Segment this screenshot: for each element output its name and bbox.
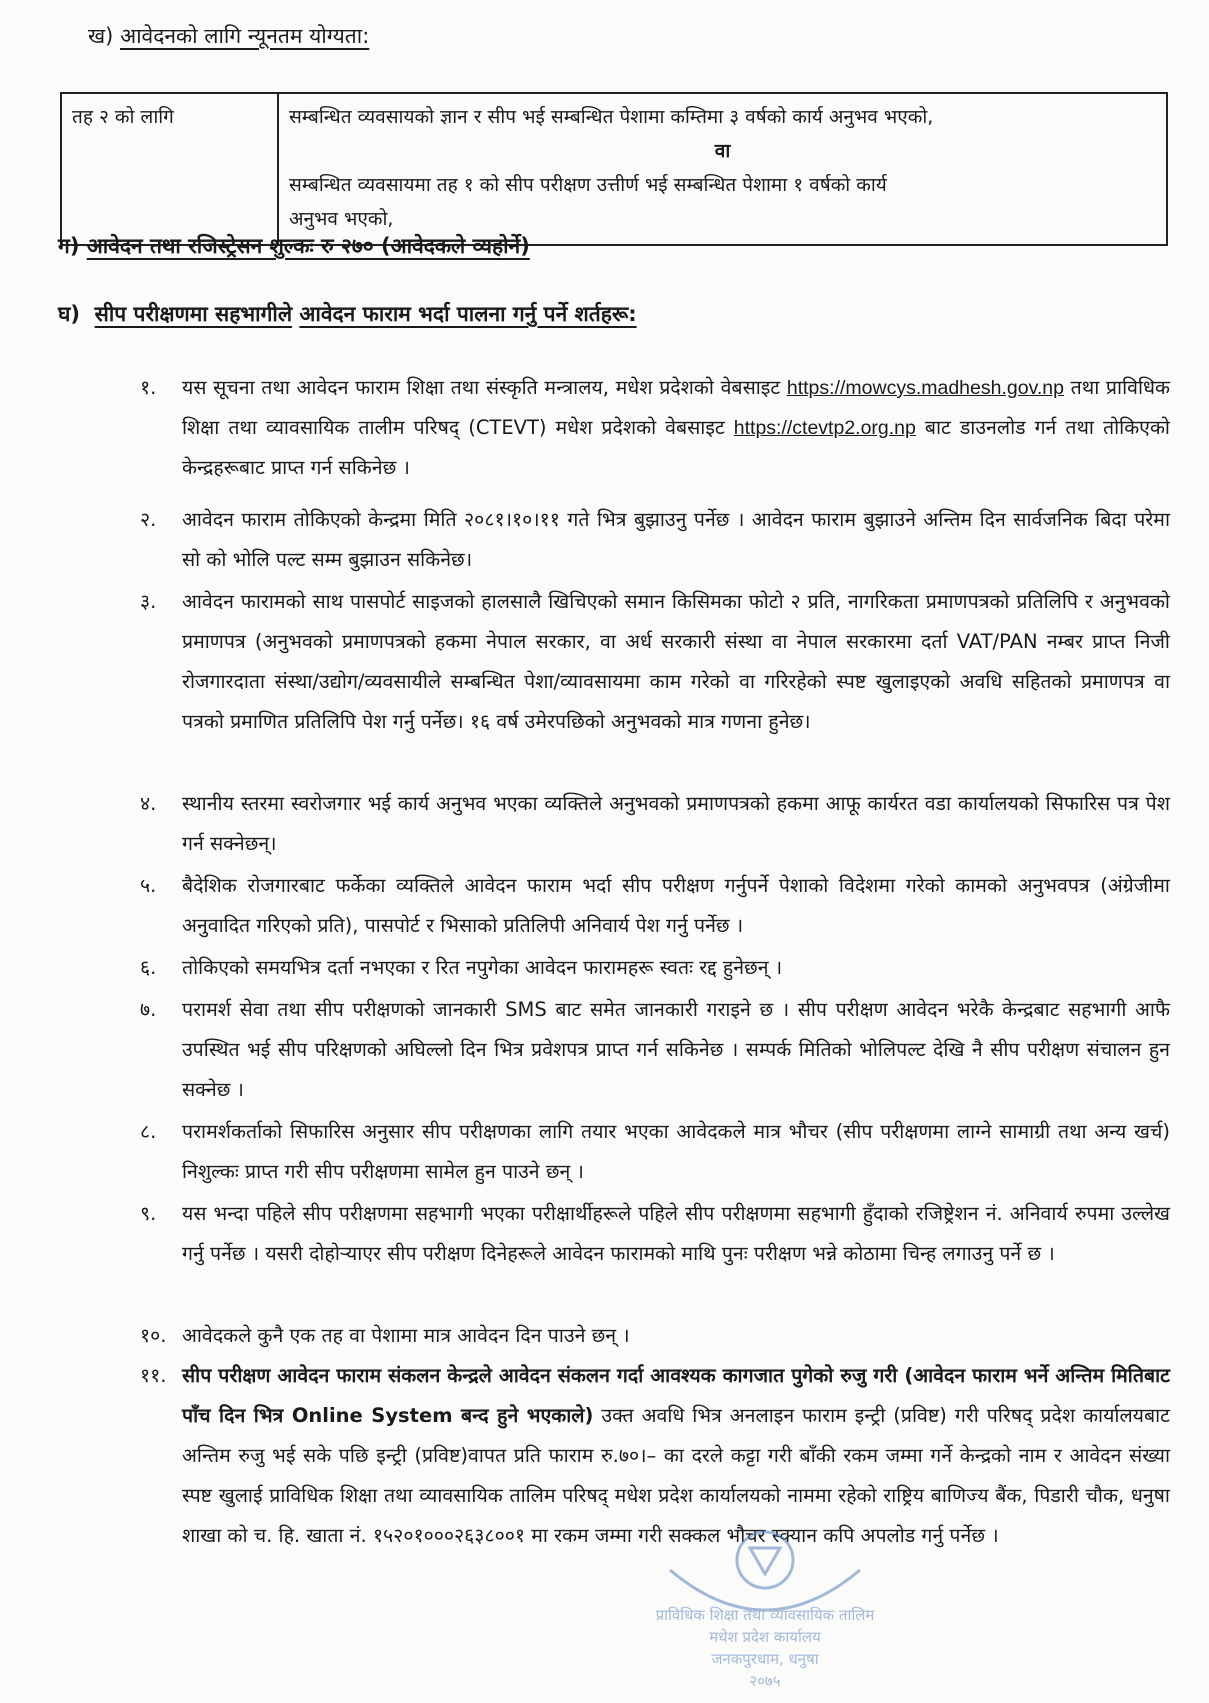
criteria-or: वा: [714, 140, 731, 162]
section-kha-heading: [88, 22, 369, 50]
list-item-8: [140, 1112, 1170, 1192]
list-item-text: आवेदन फाराम तोकिएको केन्द्रमा मिति २०८१।१०।११ गते भित्र बुझाउनु पर्नेछ । आवेदन फाराम बुझाउने अन्तिम दिन सार्वजनिक बिदा परेमा सो को भोलि पल्ट सम्म बुझाउन सकिनेछ।: [182, 508, 1170, 571]
office-seal-stamp: [650, 1500, 880, 1700]
mowcys-link[interactable]: https://mowcys.madhesh.gov.np: [786, 377, 1064, 399]
stamp-line-4: २०७५: [749, 1672, 781, 1690]
list-item-text: आवेदन फारामको साथ पासपोर्ट साइजको हालसालै खिचिएको समान किसिमका फोटो २ प्रति, नागरिकता प्रमाणपत्रको प्रतिलिपि र अनुभवको प्रमाणपत्र (अनुभवको प्रमाणपत्रको हकमा नेपाल सरकार, वा अर्ध सरकारी संस्था वा नेपाल सरकारमा दर्ता VAT/PAN नम्बर प्राप्त निजी रोजगारदाता संस्था/उद्योग/व्यवसायीले सम्बन्धित पेशा/व्यावसायमा काम गरेको वा गरिरहेको स्पष्ट खुलाइएको अवधि सहितको प्रमाणपत्र वा पत्रको प्रमाणित प्रतिलिपि पेश गर्नु पर्नेछ। १६ वर्ष उमेरपछिको अनुभवको मात्र गणना हुनेछ।: [182, 590, 1170, 733]
list-item-5: [140, 866, 1170, 946]
section-gha-label: घ): [58, 302, 81, 326]
section-gha-title-b: आवेदन फाराम भर्दा पालना गर्नु पर्ने शर्तहरू:: [299, 302, 637, 326]
stamp-line-3: जनकपुरधाम, धनुषा: [711, 1650, 819, 1668]
ctevt-link[interactable]: https://ctevtp2.org.np: [733, 417, 916, 439]
list-item-number: २.: [140, 508, 157, 531]
item-1-text-a: यस सूचना तथा आवेदन फाराम शिक्षा तथा संस्कृति मन्त्रालय, मधेश प्रदेशको वेबसाइट: [182, 376, 781, 399]
list-item-7: [140, 990, 1170, 1110]
eligibility-level-cell: तह २ को लागि: [61, 93, 278, 245]
eligibility-table: [60, 92, 1168, 246]
section-kha-title: आवेदनको लागि न्यूनतम योग्यता:: [120, 24, 370, 48]
item-1-text-c: बाट डाउनलोड गर्न तथा तोकिएको केन्द्रहरूबाट प्राप्त गर्न सकिनेछ ।: [182, 416, 1170, 479]
list-item-text: आवेदकले कुनै एक तह वा पेशामा मात्र आवेदन दिन पाउने छन् ।: [182, 1324, 630, 1347]
list-item-4: [140, 784, 1170, 864]
list-item-number: ९.: [140, 1202, 157, 1225]
criteria-line-1: सम्बन्धित व्यवसायको ज्ञान र सीप भई सम्बन्धित पेशामा कम्तिमा ३ वर्षको कार्य अनुभव भएको,: [289, 106, 934, 128]
list-item-number: ७.: [140, 998, 157, 1021]
list-item-number: ६.: [140, 956, 157, 979]
section-ga-label: ग): [58, 234, 80, 258]
list-item-number: ३.: [140, 590, 157, 613]
list-item-text: बैदेशिक रोजगारबाट फर्केका व्यक्तिले आवेदन फाराम भर्दा सीप परीक्षण गर्नुपर्ने पेशाको विदेशमा गरेको कामको अनुभवपत्र (अंग्रेजीमा अनुवादित गरिएको प्रति), पासपोर्ट र भिसाको प्रतिलिपी अनिवार्य पेश गर्नु पर्नेछ ।: [182, 874, 1170, 937]
section-ga-title: आवेदन तथा रजिस्ट्रेसन शुल्कः रु २७० (आवेदकले व्यहोर्ने): [86, 234, 530, 258]
list-item-text: [182, 368, 1170, 488]
list-item-10: [140, 1316, 1170, 1356]
list-item-6: [140, 948, 1170, 988]
list-item-text: स्थानीय स्तरमा स्वरोजगार भई कार्य अनुभव भएका व्यक्तिले अनुभवको प्रमाणपत्रको हकमा आफू कार्यरत वडा कार्यालयको सिफारिस पत्र पेश गर्न सक्नेछन्।: [182, 792, 1170, 855]
section-ga-heading: [58, 232, 530, 260]
list-item-text: यस भन्दा पहिले सीप परीक्षणमा सहभागी भएका परीक्षार्थीहरूले पहिले सीप परीक्षणमा सहभागी हुँदाको रजिष्ट्रेशन नं. अनिवार्य रुपमा उल्लेख गर्नु पर्नेछ । यसरी दोहोऱ्याएर सीप परीक्षण दिनेहरूले आवेदन फारामको माथि पुनः परीक्षण भन्ने कोठामा चिन्ह लगाउनु पर्ने छ ।: [182, 1202, 1170, 1265]
list-item-number: १.: [140, 376, 157, 399]
item-11-bold-text: सीप परीक्षण आवेदन फाराम संकलन केन्द्रले आवेदन संकलन गर्दा आवश्यक कागजात पुगेको रुजु गरी (आवेदन फाराम भर्ने अन्तिम मितिबाट पाँच दिन भित्र Online System बन्द हुने भएकाले): [182, 1364, 1170, 1427]
list-item-number: १०.: [140, 1324, 167, 1347]
item-11-rest-text: उक्त अवधि भित्र अनलाइन फाराम इन्ट्री (प्रविष्ट) गरी परिषद् प्रदेश कार्यालयबाट अन्तिम रुजु भई सके पछि इन्ट्री (प्रविष्ट)वापत प्रति फाराम रु.७०।– का दरले कट्टा गरी बाँकी रकम जम्मा गर्ने केन्द्रको नाम र आवेदन संख्या स्पष्ट खुलाई प्राविधिक शिक्षा तथा व्यावसायिक तालिम परिषद् मधेश प्रदेश कार्यालयको नाममा रहेको राष्ट्रिय बाणिज्य बैंक, पिडारी चौक, धनुषा शाखा को च. हि. खाता नं. १५२०१०००२६३८००१ मा रकम जम्मा गरी सक्कल भौचर स्क्यान कपि अपलोड गर्नु पर्नेछ ।: [182, 1404, 1170, 1547]
list-item-text: तोकिएको समयभित्र दर्ता नभएका र रित नपुगेका आवेदन फारामहरू स्वतः रद्द हुनेछन् ।: [182, 956, 783, 979]
eligibility-criteria-cell: [278, 93, 1167, 245]
list-item-9: [140, 1194, 1170, 1274]
list-item-number: ८.: [140, 1120, 157, 1143]
list-item-number: ४.: [140, 792, 157, 815]
list-item-number: ११.: [140, 1364, 167, 1387]
list-item-text: परामर्श सेवा तथा सीप परीक्षणको जानकारी SMS बाट समेत जानकारी गराइने छ । सीप परीक्षण आवेदन भरेकै केन्द्रबाट सहभागी आफै उपस्थित भई सीप परिक्षणको अघिल्लो दिन भित्र प्रवेशपत्र प्राप्त गर्न सकिनेछ । सम्पर्क मितिको भोलिपल्ट देखि नै सीप परीक्षण संचालन हुन सक्नेछ ।: [182, 998, 1170, 1101]
list-item-3: [140, 582, 1170, 742]
criteria-line-2: सम्बन्धित व्यवसायमा तह १ को सीप परीक्षण उत्तीर्ण भई सम्बन्धित पेशामा १ वर्षको कार्य: [289, 174, 887, 196]
section-gha-title-a: सीप परीक्षणमा सहभागीले: [94, 302, 293, 326]
criteria-line-3: अनुभव भएको,: [289, 208, 394, 230]
stamp-line-2: मधेश प्रदेश कार्यालय: [709, 1628, 821, 1646]
section-kha-label: ख): [88, 24, 114, 48]
list-item-text: परामर्शकर्ताको सिफारिस अनुसार सीप परीक्षणका लागि तयार भएका आवेदकले मात्र भौचर (सीप परीक्षणमा लाग्ने सामाग्री तथा अन्य खर्च) निशुल्कः प्राप्त गरी सीप परीक्षणमा सामेल हुन पाउने छन् ।: [182, 1120, 1170, 1183]
list-item-1: [140, 368, 1170, 488]
item-1-text-b: तथा प्राविधिक शिक्षा तथा व्यावसायिक तालीम परिषद् (CTEVT) मधेश प्रदेशको वेबसाइट: [182, 376, 1170, 439]
list-item-number: ५.: [140, 874, 157, 897]
section-gha-heading: [58, 300, 637, 328]
stamp-line-1: प्राविधिक शिक्षा तथा व्यावसायिक तालिम: [655, 1606, 875, 1624]
list-item-2: [140, 500, 1170, 580]
